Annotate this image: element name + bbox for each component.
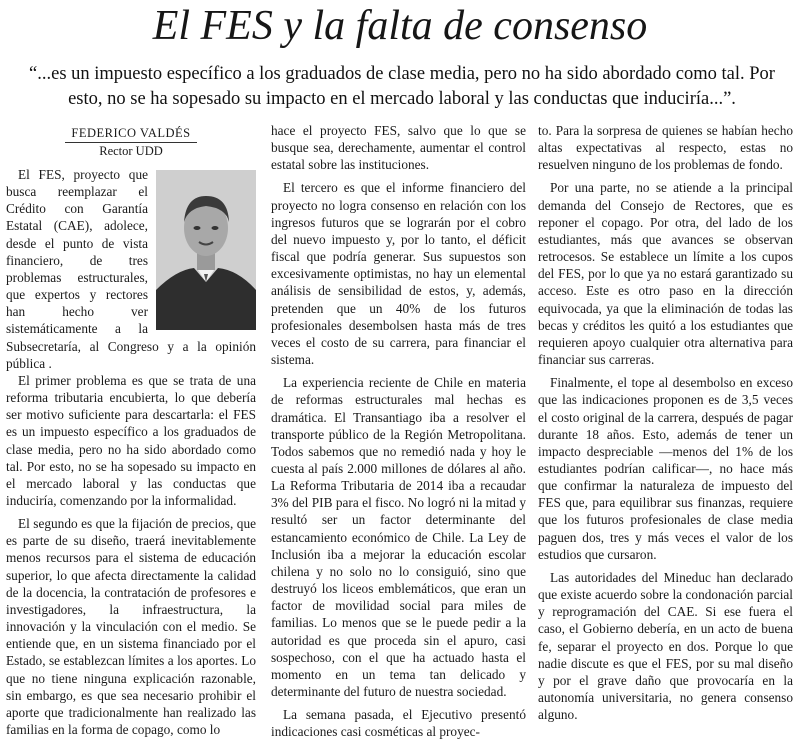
paragraph-2: El primer problema es que se trata de una reforma tributaria encubierta, lo que debería ser motivo suficiente para descartarla: el FES es un impuesto específico a los graduados de clase media, pero no ha sido abordado como tal. Por esto, no se ha sopesado su impacto en el mercado laboral y las conductas que induciría, comenzando por la informalidad. [6,372,256,508]
article-subtitle-quote: “...es un impuesto específico a los graduados de clase media, pero no ha sido abordado como tal. Por esto, no se ha sopesado su impacto en el mercado laboral y las conductas que induciría...”. [29,64,775,109]
byline [6,124,256,160]
article-column-3 [538,122,793,723]
author-portrait-icon [156,170,256,330]
paragraph-8: Finalmente, el tope al desembolso en exceso que las indicaciones proponen es de 3,5 veces el costo original de la carrera, después de pagar durante 18 años. Esto, además de tener un impacto despreciable —menos del 1% de los estudiantes podrían calificar—, no hace más que confirmar la naturaleza de impuesto del FES que, para equilibrar sus finanzas, requiere que los futuros profesionales de clase media paguen dos, tres y más veces el valor de los estudios que cursaron. [538,375,793,562]
author-name: FEDERICO VALDÉS [65,125,196,143]
author-role: Rector UDD [99,144,163,158]
paragraph-6-continued: to. Para la sorpresa de quienes se habían hecho altas expectativas al respecto, estas no resuelven ninguno de los problemas de fondo. [538,123,793,173]
article-column-2 [271,122,526,740]
article-column-1 [6,124,256,737]
paragraph-1-text: El FES, proyecto que busca reemplazar el Crédito con Garantía Estatal (CAE), adolece, desde el punto de vista financiero, de tres problemas estructurales, que expertos y rectores han hecho ver sistemáticamente a la Subsecretaría, al Congreso y a la opinión pública . [6,167,256,371]
paragraph-1 [6,166,256,372]
paragraph-6: La semana pasada, el Ejecutivo presentó indicaciones casi cosméticas al proyec- [271,707,526,740]
paragraph-9: Las autoridades del Mineduc han declarado que existe acuerdo sobre la condonación parcial y reprogramación del CAE. Si ese fuera el caso, el Gobierno debería, en un acto de buena fe, separar el proyecto en dos. Porque lo que nadie discute es que el FES, por su mal diseño y por el grave daño que provocaría en la autonomía universitaria, no genera consenso alguno. [538,569,793,723]
paragraph-3-continued: hace el proyecto FES, salvo que lo que se busque sea, derechamente, aumentar el control estatal sobre las instituciones. [271,123,526,173]
paragraph-7: Por una parte, no se atiende a la principal demanda del Consejo de Rectores, que es reponer el copago. Por otra, del lado de los estudiantes, más que avances se observan retrocesos. Se establece un límite a los cupos del FES, por lo que ya no estará garantizado su acceso. Este es otro paso en la dirección equivocada, ya que la eliminación de todas las becas y créditos les quitó a los estudiantes que requieren apoyo cualquier otra alternativa para financiar sus carreras. [538,180,793,368]
paragraph-4: El tercero es que el informe financiero del proyecto no logra consenso en relación con los ingresos futuros que se lograrán por el cobro del nuevo impuesto y, por lo tanto, el déficit fiscal que podría generar. Sus supuestos son excesivamente optimistas, no hay un elemental análisis de sensibilidad de estos, y, además, pretenden que un 40% de los futuros profesionales desembolsen hasta más de tres veces el costo de su carrera, para financiar el sistema. [271,180,526,368]
paragraph-3: El segundo es que la fijación de precios, que es parte de su diseño, traerá inevitablemente menos recursos para el sistema de educación superior, lo que afecta directamente la calidad de la docencia, la contratación de profesores e investigadores, la infraestructura, la innovación y la vinculación con el medio. Se entiende que, en un sistema financiado por el Estado, se establezcan límites a los aportes. Lo que no tiene ninguna explicación razonable, sin embargo, es que sea necesario prohibir el aporte que tradicionalmente han realizado las familias en la forma de copago, como lo [6,516,256,737]
paragraph-5: La experiencia reciente de Chile en materia de reformas estructurales mal hechas es dramática. El Transantiago iba a resolver el transporte público de la Región Metropolitana. Todos sabemos que no remedió nada y hoy le cuesta al país 2.000 millones de dólares al año. La Reforma Tributaria de 2014 iba a recaudar 3% del PIB para el fisco. No logró ni la mitad y resultó ser un factor determinante del estancamiento económico de Chile. La Ley de Inclusión iba a mejorar la educación escolar chilena y no solo no lo consiguió, sino que destruyó los liceos emblemáticos, que eran un factor de movilidad social para miles de familias. Lo menos que se le puede pedir a la autoridad es que proceda sin el apuro, casi sospechoso, con el que ha actuado hasta el momento en un tema tan delicado y determinante del futuro de nuestra sociedad. [271,375,526,699]
article-title: El FES y la falta de consenso [152,3,648,49]
